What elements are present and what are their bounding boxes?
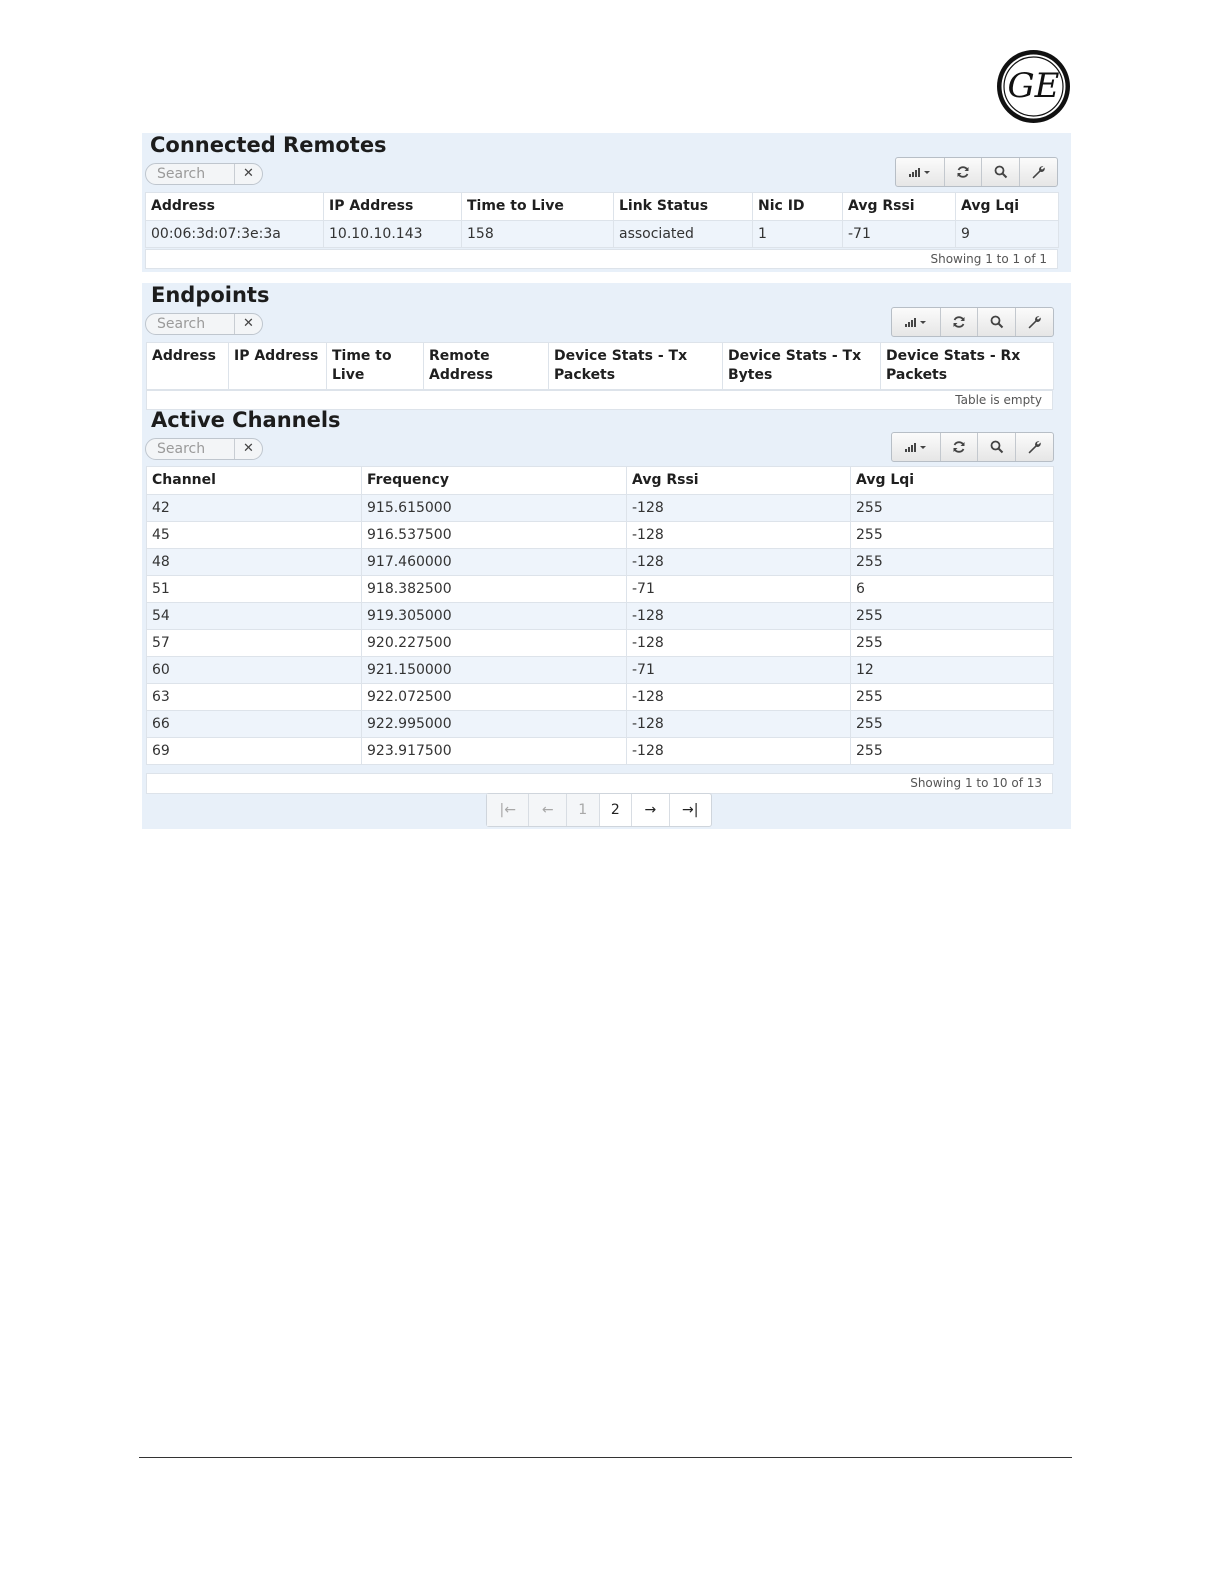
- table-header-row: [147, 343, 1054, 390]
- ge-logo: [996, 49, 1071, 124]
- column-header[interactable]: Device Stats - Tx Packets: [549, 343, 723, 390]
- search-icon[interactable]: [978, 433, 1015, 461]
- table-cell: 255: [851, 549, 1054, 576]
- table-cell: associated: [614, 221, 753, 248]
- table-header-row: [147, 467, 1054, 495]
- search-icon[interactable]: [982, 158, 1019, 186]
- endpoints-search: [145, 313, 263, 335]
- column-header[interactable]: Avg Rssi: [627, 467, 851, 495]
- table-cell: 00:06:3d:07:3e:3a: [146, 221, 324, 248]
- last-page-button[interactable]: →|: [682, 802, 699, 818]
- connected-remotes-table: [145, 192, 1059, 248]
- connected-remotes-search: [145, 163, 263, 185]
- table-row[interactable]: [147, 576, 1054, 603]
- endpoints-title: Endpoints: [151, 283, 270, 307]
- table-cell: -71: [627, 576, 851, 603]
- table-cell: 1: [753, 221, 843, 248]
- table-cell: -128: [627, 711, 851, 738]
- connected-remotes-footer: Showing 1 to 1 of 1: [145, 249, 1058, 269]
- connected-remotes-search-input[interactable]: [147, 165, 243, 183]
- page-1-button[interactable]: 1: [567, 794, 600, 826]
- table-cell: 42: [147, 495, 362, 522]
- table-cell: 12: [851, 657, 1054, 684]
- table-cell: 916.537500: [362, 522, 627, 549]
- endpoints-toolbar: [891, 307, 1054, 337]
- settings-wrench-icon[interactable]: [1020, 158, 1057, 186]
- table-row[interactable]: [147, 711, 1054, 738]
- table-cell: -128: [627, 522, 851, 549]
- clear-search-icon[interactable]: ✕: [234, 314, 262, 334]
- table-row[interactable]: [147, 495, 1054, 522]
- first-page-button[interactable]: |←: [487, 794, 529, 826]
- table-cell: 255: [851, 603, 1054, 630]
- page-2-button[interactable]: 2: [600, 794, 633, 826]
- settings-wrench-icon[interactable]: [1016, 308, 1053, 336]
- active-channels-search: [145, 438, 263, 460]
- table-cell: 255: [851, 522, 1054, 549]
- columns-icon[interactable]: [892, 308, 941, 336]
- table-cell: 255: [851, 738, 1054, 765]
- refresh-icon[interactable]: [945, 158, 982, 186]
- column-header[interactable]: Address: [147, 343, 229, 390]
- table-cell: 255: [851, 684, 1054, 711]
- table-cell: 922.995000: [362, 711, 627, 738]
- next-page-button[interactable]: →: [632, 794, 670, 826]
- column-header[interactable]: Avg Lqi: [956, 193, 1059, 221]
- column-header[interactable]: Time to Live: [327, 343, 424, 390]
- active-channels-table: [146, 466, 1054, 765]
- table-row[interactable]: [147, 549, 1054, 576]
- table-cell: 10.10.10.143: [324, 221, 462, 248]
- table-cell: 45: [147, 522, 362, 549]
- table-cell: -71: [627, 657, 851, 684]
- table-cell: 54: [147, 603, 362, 630]
- clear-search-icon[interactable]: ✕: [234, 439, 262, 459]
- column-header[interactable]: Channel: [147, 467, 362, 495]
- column-header[interactable]: Remote Address: [424, 343, 549, 390]
- column-header[interactable]: Nic ID: [753, 193, 843, 221]
- settings-wrench-icon[interactable]: [1016, 433, 1053, 461]
- search-icon[interactable]: [978, 308, 1015, 336]
- table-cell: -128: [627, 549, 851, 576]
- endpoints-search-input[interactable]: [147, 315, 243, 333]
- table-cell: -128: [627, 495, 851, 522]
- table-cell: 51: [147, 576, 362, 603]
- table-row[interactable]: [147, 603, 1054, 630]
- connected-remotes-title: Connected Remotes: [150, 133, 387, 157]
- column-header[interactable]: IP Address: [324, 193, 462, 221]
- table-row[interactable]: [147, 522, 1054, 549]
- table-cell: 917.460000: [362, 549, 627, 576]
- column-header[interactable]: Avg Rssi: [843, 193, 956, 221]
- column-header[interactable]: Address: [146, 193, 324, 221]
- table-cell: 69: [147, 738, 362, 765]
- table-row[interactable]: [147, 630, 1054, 657]
- table-cell: 919.305000: [362, 603, 627, 630]
- column-header[interactable]: Time to Live: [462, 193, 614, 221]
- active-channels-footer: Showing 1 to 10 of 13: [146, 773, 1053, 794]
- clear-search-icon[interactable]: ✕: [234, 164, 262, 184]
- table-cell: 922.072500: [362, 684, 627, 711]
- table-cell: 48: [147, 549, 362, 576]
- endpoints-footer: Table is empty: [146, 390, 1053, 410]
- table-cell: 923.917500: [362, 738, 627, 765]
- table-cell: 920.227500: [362, 630, 627, 657]
- table-cell: 255: [851, 630, 1054, 657]
- table-cell: 63: [147, 684, 362, 711]
- column-header[interactable]: Link Status: [614, 193, 753, 221]
- table-cell: 255: [851, 495, 1054, 522]
- svg-text:GE: GE: [1007, 66, 1060, 106]
- page-footer-rule: [139, 1457, 1072, 1458]
- column-header[interactable]: Frequency: [362, 467, 627, 495]
- active-channels-search-input[interactable]: [147, 440, 243, 458]
- connected-remotes-toolbar: [895, 157, 1058, 187]
- table-row[interactable]: [147, 738, 1054, 765]
- active-channels-title: Active Channels: [151, 408, 341, 432]
- table-cell: 6: [851, 576, 1054, 603]
- column-header[interactable]: IP Address: [229, 343, 327, 390]
- column-header[interactable]: Avg Lqi: [851, 467, 1054, 495]
- table-cell: 9: [956, 221, 1059, 248]
- table-cell: -128: [627, 738, 851, 765]
- table-cell: 158: [462, 221, 614, 248]
- pagination: [486, 793, 712, 827]
- table-cell: 57: [147, 630, 362, 657]
- table-cell: 921.150000: [362, 657, 627, 684]
- columns-icon[interactable]: [896, 158, 945, 186]
- table-cell: -128: [627, 603, 851, 630]
- prev-page-button[interactable]: ←: [529, 794, 567, 826]
- table-cell: 255: [851, 711, 1054, 738]
- active-channels-toolbar: [891, 432, 1054, 462]
- refresh-icon[interactable]: [941, 308, 978, 336]
- column-header[interactable]: Device Stats - Tx Bytes: [723, 343, 881, 390]
- table-cell: 918.382500: [362, 576, 627, 603]
- refresh-icon[interactable]: [941, 433, 978, 461]
- table-row[interactable]: [146, 221, 1059, 248]
- table-cell: 915.615000: [362, 495, 627, 522]
- table-header-row: [146, 193, 1059, 221]
- endpoints-table: [146, 342, 1054, 390]
- column-header[interactable]: Device Stats - Rx Packets: [881, 343, 1054, 390]
- table-cell: -128: [627, 630, 851, 657]
- table-cell: -128: [627, 684, 851, 711]
- table-row[interactable]: [147, 657, 1054, 684]
- table-cell: 66: [147, 711, 362, 738]
- table-row[interactable]: [147, 684, 1054, 711]
- columns-icon[interactable]: [892, 433, 941, 461]
- table-cell: 60: [147, 657, 362, 684]
- table-cell: -71: [843, 221, 956, 248]
